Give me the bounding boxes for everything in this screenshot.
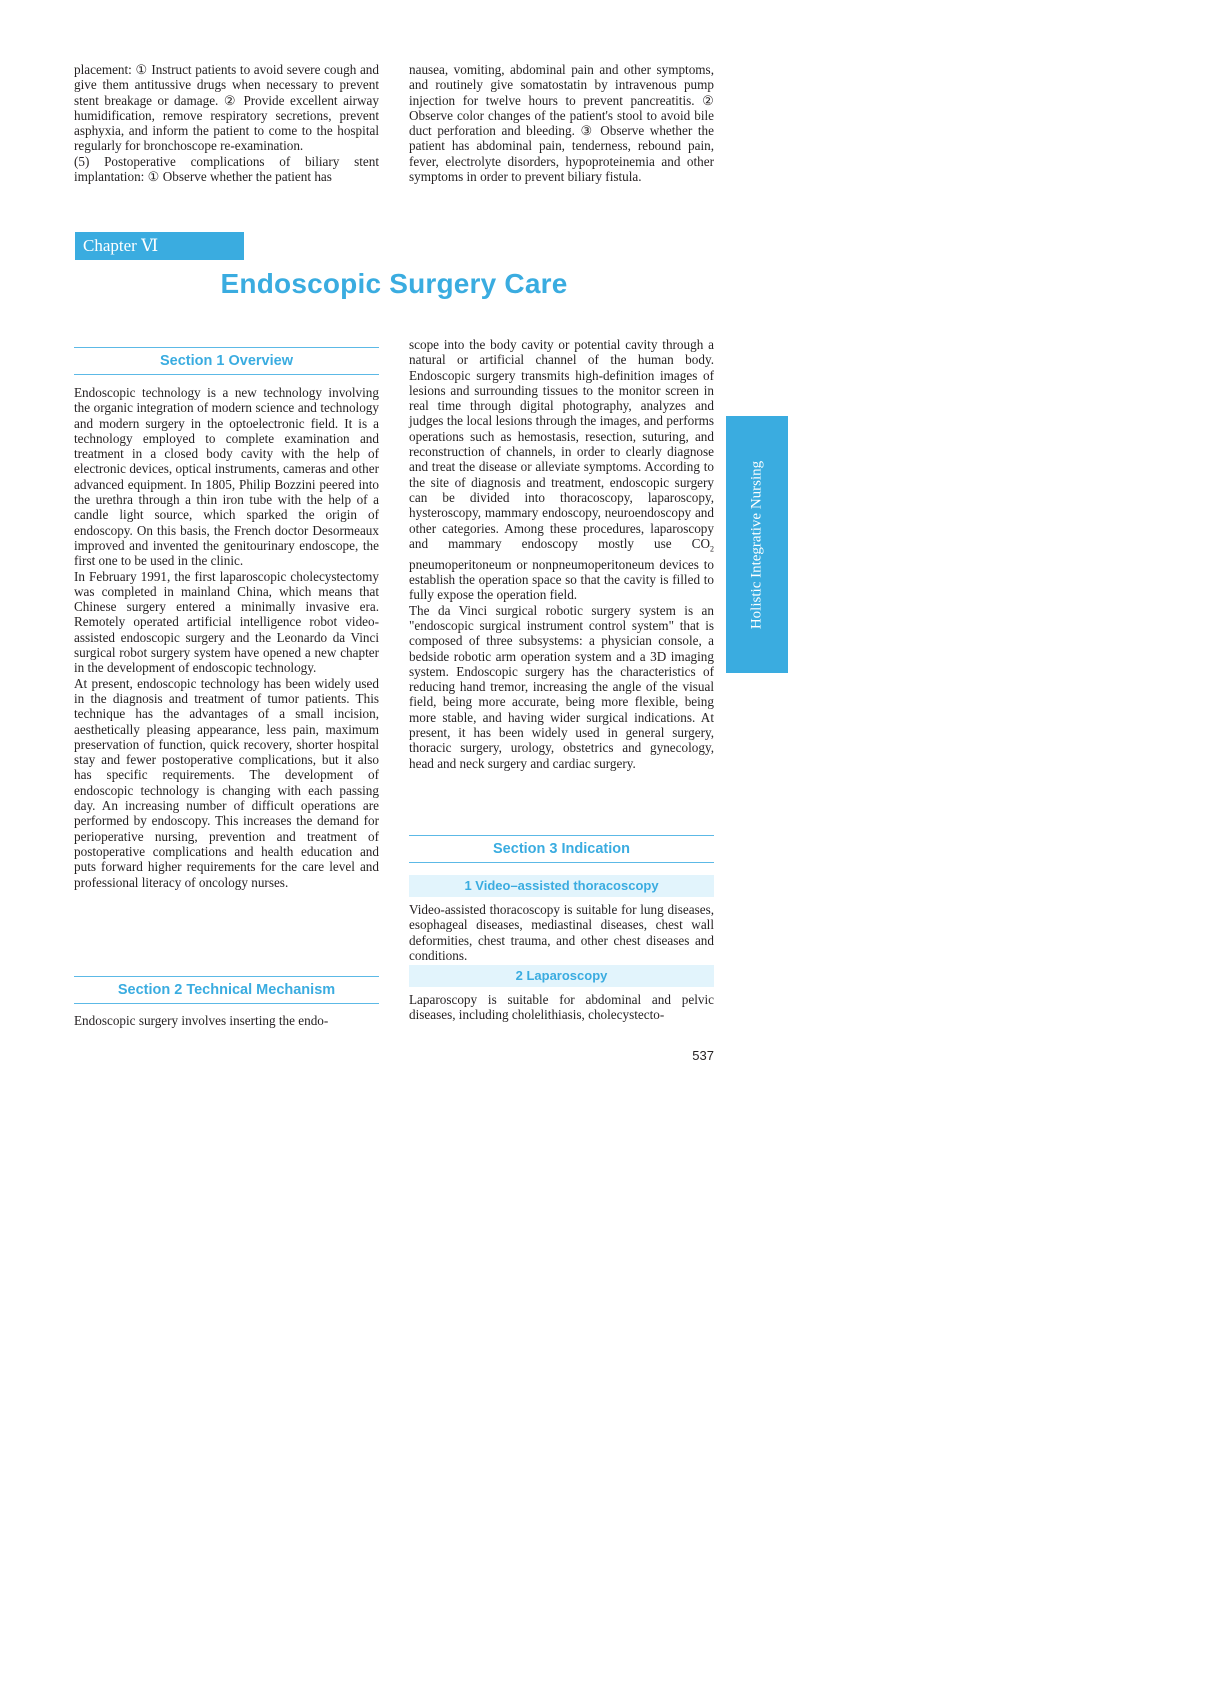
paragraph: Laparoscopy is suitable for abdominal and pelvic diseases, including cholelithiasis, cholecystecto-: [409, 992, 714, 1023]
section-2-body-left: [74, 1013, 379, 1028]
page-number: 537: [692, 1048, 714, 1063]
subscript: 2: [710, 544, 714, 554]
side-tab: [726, 416, 788, 673]
subsection-1-heading: 1 Video–assisted thoracoscopy: [409, 875, 714, 897]
section-2-heading: Section 2 Technical Mechanism: [74, 976, 379, 1004]
subsection-2-heading: 2 Laparoscopy: [409, 965, 714, 987]
section-1-heading: Section 1 Overview: [74, 347, 379, 375]
section-3-heading: Section 3 Indication: [409, 835, 714, 863]
paragraph: Endoscopic technology is a new technology involving the organic integration of modern science and technology and modern surgery in the optoelectronic field. It is a technology employed to complete examination and treatment in a closed body cavity with the help of electronic devices, optical instruments, cameras and other advanced equipment. In 1805, Philip Bozzini peered into the urethra through a thin iron tube with the help of a candle light source, which sparked the origin of endoscopy. On this basis, the French doctor Desormeaux improved and invented the genitourinary endoscope, the first one to be used in the clinic.: [74, 385, 379, 569]
paragraph: (5) Postoperative complications of biliary stent implantation: ① Observe whether the patient has: [74, 153, 379, 185]
top-left-column: [74, 62, 379, 184]
paragraph: In February 1991, the first laparoscopic cholecystectomy was completed in mainland China, which means that Chinese surgery entered a minimally invasive era. Remotely operated artificial intelligence robot video-assisted endoscopic surgery and the Leonardo da Vinci surgical robot surgery system have opened a new chapter in the development of endoscopic technology.: [74, 568, 379, 676]
section-2-body-right: [409, 337, 714, 771]
chapter-label: [75, 232, 244, 260]
chapter-title: Endoscopic Surgery Care: [220, 268, 568, 299]
paragraph: At present, endoscopic technology has been widely used in the diagnosis and treatment of tumor patients. This technique has the advantages of a small incision, aesthetically pleasing appearance, less pain, maximum preservation of function, quick recovery, shorter hospital stay and fewer postoperative complications, but it also has specific requirements. The development of endoscopic technology is changing with each passing day. An increasing number of difficult operations are performed by endoscopy. This increases the demand for perioperative nursing, prevention and treatment of postoperative complications and health education and puts forward higher requirements for the care level and professional literacy of oncology nurses.: [74, 675, 379, 890]
top-right-column: [409, 62, 714, 184]
side-tab-label: Holistic Integrative Nursing: [748, 460, 765, 629]
paragraph: [409, 337, 714, 603]
chapter-label-text: Chapter Ⅵ: [83, 236, 159, 255]
paragraph: nausea, vomiting, abdominal pain and other symptoms, and routinely give somatostatin by intravenous pump injection for twelve hours to prevent pancreatitis. ② Observe color changes of the patient's stool to avoid bile duct perforation and bleeding. ③ Observe whether the patient has abdominal pain, tenderness, rebound pain, fever, electrolyte disorders, hypoproteinemia and other symptoms in order to prevent biliary fistula.: [409, 62, 714, 185]
paragraph: Video-assisted thoracoscopy is suitable for lung diseases, esophageal diseases, mediastinal diseases, chest wall deformities, chest trauma, and other chest diseases and conditions.: [409, 902, 714, 963]
section-1-body: [74, 385, 379, 890]
text-run: pneumoperitoneum or nonpneumoperitoneum devices to establish the operation space so that the cavity is filled to fully expose the operation field.: [409, 556, 714, 603]
paragraph: Endoscopic surgery involves inserting the endo-: [74, 1013, 329, 1028]
subsection-1-body: [409, 902, 714, 963]
text-run: scope into the body cavity or potential cavity through a natural or artificial channel of the human body. Endoscopic surgery transmits high-definition images of lesions and surrounding tissues to the monitor screen in real time through digital photography, analyzes and judges the local lesions through the images, and performs operations such as hemostasis, resection, suturing, and reconstruction of channels, in order to clearly diagnose and treat the disease or alleviate symptoms. According to the site of diagnosis and treatment, endoscopic surgery can be divided into thoracoscopy, laparoscopy, hysteroscopy, mammary endoscopy, neuroendoscopy and other categories. Among these procedures, laparoscopy and mammary endoscopy mostly use CO: [409, 337, 714, 551]
subsection-2-body: [409, 992, 714, 1023]
paragraph: The da Vinci surgical robotic surgery system is an "endoscopic surgical instrument control system" that is composed of three subsystems: a physician console, a bedside robotic arm operation system and a 3D imaging system. Endoscopic surgery has the characteristics of reducing hand tremor, increasing the angle of the visual field, being more accurate, being more flexible, being more stable, and having wider surgical indications. At present, it has been widely used in general surgery, thoracic surgery, urology, obstetrics and gynecology, head and neck surgery and cardiac surgery.: [409, 602, 714, 771]
paragraph: placement: ① Instruct patients to avoid severe cough and give them antitussive drugs when necessary to prevent stent breakage or damage. ② Provide excellent airway humidification, remove respiratory secretions, prevent asphyxia, and inform the patient to come to the hospital regularly for bronchoscope re-examination.: [74, 62, 379, 154]
